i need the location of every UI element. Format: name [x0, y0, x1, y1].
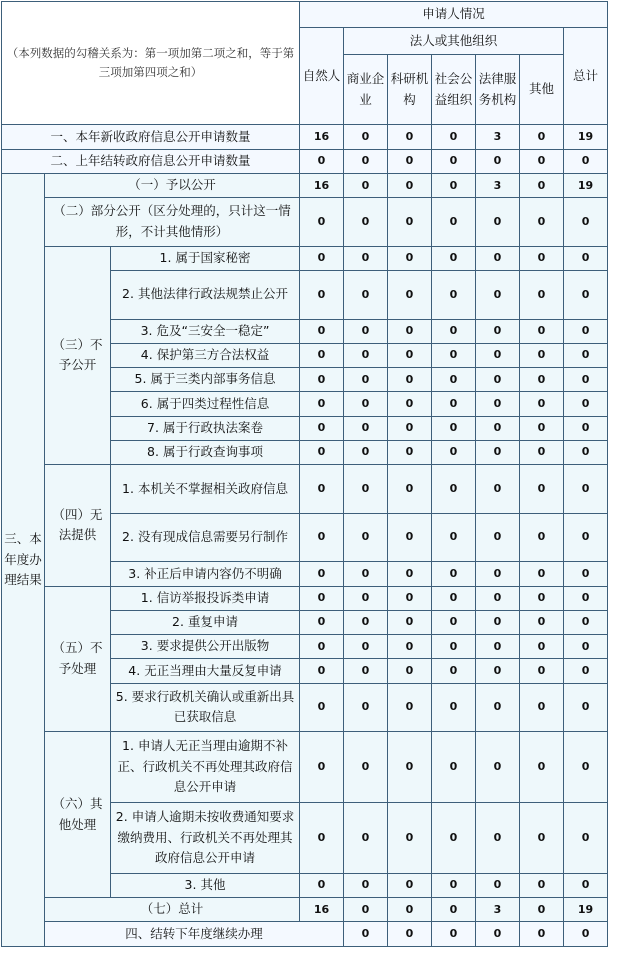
value-commercial: 0	[344, 610, 388, 634]
value-legal-service: 0	[476, 343, 520, 367]
row-label: 6. 属于四类过程性信息	[111, 392, 300, 416]
value-research: 0	[388, 392, 432, 416]
value-research: 0	[388, 586, 432, 610]
value-natural-person: 0	[300, 732, 344, 803]
value-legal-service: 0	[476, 610, 520, 634]
value-natural-person: 0	[300, 246, 344, 270]
value-other: 0	[520, 149, 564, 173]
header-natural-person: 自然人	[300, 28, 344, 125]
group-label: （六）其他处理	[45, 732, 111, 898]
table-row	[2, 173, 608, 197]
value-research: 0	[388, 198, 432, 247]
value-commercial: 0	[344, 368, 388, 392]
row-label: 1. 申请人无正当理由逾期不补正、行政机关不再处理其政府信息公开申请	[111, 732, 300, 803]
value-total: 0	[564, 392, 608, 416]
value-social-welfare: 0	[432, 898, 476, 922]
value-social-welfare: 0	[432, 802, 476, 873]
value-research: 0	[388, 562, 432, 586]
header-commercial: 商业企业	[344, 54, 388, 125]
value-other: 0	[520, 319, 564, 343]
value-commercial: 0	[344, 319, 388, 343]
value-social-welfare: 0	[432, 149, 476, 173]
value-legal-service: 0	[476, 198, 520, 247]
value-legal-service: 0	[476, 319, 520, 343]
value-legal-service: 0	[476, 513, 520, 562]
table-row	[2, 246, 608, 270]
table-row	[2, 465, 608, 514]
value-social-welfare: 0	[432, 513, 476, 562]
value-total: 19	[564, 125, 608, 149]
value-research: 0	[388, 610, 432, 634]
value-legal-service: 0	[476, 149, 520, 173]
value-total: 0	[564, 610, 608, 634]
value-social-welfare: 0	[432, 683, 476, 732]
value-commercial: 0	[344, 343, 388, 367]
value-legal-service: 0	[476, 732, 520, 803]
value-natural-person: 0	[300, 392, 344, 416]
value-commercial: 0	[344, 873, 388, 897]
value-total: 0	[564, 149, 608, 173]
value-other: 0	[520, 440, 564, 464]
value-research: 0	[388, 683, 432, 732]
header-total: 总计	[564, 28, 608, 125]
value-other: 0	[520, 659, 564, 683]
value-total: 0	[564, 368, 608, 392]
value-total: 0	[564, 319, 608, 343]
row-label: 7. 属于行政执法案卷	[111, 416, 300, 440]
row-label: 2. 其他法律行政法规禁止公开	[111, 271, 300, 320]
value-other: 0	[520, 246, 564, 270]
row-label: 1. 信访举报投诉类申请	[111, 586, 300, 610]
value-commercial: 0	[388, 922, 432, 947]
value-total: 0	[564, 343, 608, 367]
value-social-welfare: 0	[432, 125, 476, 149]
table-row	[2, 898, 608, 922]
value-legal-service: 0	[476, 392, 520, 416]
row-label: 3. 危及“三安全一稳定”	[111, 319, 300, 343]
row-label: 2. 没有现成信息需要另行制作	[111, 513, 300, 562]
value-other: 0	[520, 198, 564, 247]
value-other: 0	[520, 173, 564, 197]
group-label: （五）不予处理	[45, 586, 111, 732]
value-legal-service: 3	[476, 898, 520, 922]
value-total: 0	[564, 271, 608, 320]
value-commercial: 0	[344, 173, 388, 197]
value-commercial: 0	[344, 635, 388, 659]
value-social-welfare: 0	[432, 732, 476, 803]
value-natural-person: 0	[300, 198, 344, 247]
value-social-welfare: 0	[432, 173, 476, 197]
value-research: 0	[388, 343, 432, 367]
value-natural-person: 0	[300, 440, 344, 464]
value-commercial: 0	[344, 392, 388, 416]
value-natural-person: 0	[300, 610, 344, 634]
value-research: 0	[432, 922, 476, 947]
value-social-welfare: 0	[432, 198, 476, 247]
value-social-welfare: 0	[432, 610, 476, 634]
value-research: 0	[388, 873, 432, 897]
value-social-welfare: 0	[432, 271, 476, 320]
row-label: （一）予以公开	[45, 173, 300, 197]
value-other: 0	[520, 610, 564, 634]
value-research: 0	[388, 440, 432, 464]
value-natural-person: 0	[300, 319, 344, 343]
row-label: 4. 无正当理由大量反复申请	[111, 659, 300, 683]
value-commercial: 0	[344, 562, 388, 586]
value-commercial: 0	[344, 802, 388, 873]
value-natural-person: 0	[300, 562, 344, 586]
value-natural-person: 0	[344, 922, 388, 947]
row-label: 1. 属于国家秘密	[111, 246, 300, 270]
group-label: （四）无法提供	[45, 465, 111, 586]
value-commercial: 0	[344, 149, 388, 173]
value-research: 0	[388, 271, 432, 320]
value-commercial: 0	[344, 440, 388, 464]
value-total: 0	[564, 635, 608, 659]
value-legal-service: 0	[476, 416, 520, 440]
value-commercial: 0	[344, 416, 388, 440]
value-research: 0	[388, 659, 432, 683]
value-other: 0	[520, 416, 564, 440]
value-total: 0	[564, 246, 608, 270]
value-total: 0	[564, 802, 608, 873]
group-label: （三）不予公开	[45, 246, 111, 464]
value-legal-service: 0	[476, 271, 520, 320]
table-row	[2, 198, 608, 247]
value-other: 0	[520, 635, 564, 659]
value-legal-service: 0	[476, 246, 520, 270]
value-social-welfare: 0	[432, 246, 476, 270]
value-total: 0	[564, 198, 608, 247]
value-research: 0	[388, 635, 432, 659]
value-legal-service: 0	[476, 683, 520, 732]
value-total: 0	[564, 416, 608, 440]
value-other: 0	[520, 562, 564, 586]
value-legal-service: 0	[476, 873, 520, 897]
value-natural-person: 0	[300, 343, 344, 367]
value-legal-service: 0	[476, 562, 520, 586]
value-commercial: 0	[344, 586, 388, 610]
value-research: 0	[388, 319, 432, 343]
value-commercial: 0	[344, 683, 388, 732]
value-social-welfare: 0	[432, 416, 476, 440]
value-legal-service: 0	[476, 465, 520, 514]
value-research: 0	[388, 898, 432, 922]
value-other: 0	[520, 732, 564, 803]
value-social-welfare: 0	[432, 392, 476, 416]
value-total: 0	[564, 586, 608, 610]
value-social-welfare: 0	[432, 319, 476, 343]
header-row	[2, 2, 608, 28]
table-row	[2, 732, 608, 803]
row-label: 3. 补正后申请内容仍不明确	[111, 562, 300, 586]
value-natural-person: 0	[300, 586, 344, 610]
value-total: 0	[564, 513, 608, 562]
value-natural-person: 0	[300, 149, 344, 173]
row-label: 2. 重复申请	[111, 610, 300, 634]
value-natural-person: 0	[300, 416, 344, 440]
gov-info-disclosure-table	[1, 1, 608, 947]
value-other: 0	[520, 368, 564, 392]
value-commercial: 0	[344, 659, 388, 683]
table-row	[2, 586, 608, 610]
value-total: 0	[564, 659, 608, 683]
value-other: 0	[564, 922, 608, 947]
value-research: 0	[388, 368, 432, 392]
row-label: 3. 要求提供公开出版物	[111, 635, 300, 659]
value-social-welfare: 0	[432, 562, 476, 586]
value-other: 0	[520, 392, 564, 416]
value-natural-person: 0	[300, 802, 344, 873]
value-commercial: 0	[344, 246, 388, 270]
value-commercial: 0	[344, 898, 388, 922]
value-legal-service: 0	[476, 802, 520, 873]
value-social-welfare: 0	[432, 659, 476, 683]
value-total: 0	[564, 683, 608, 732]
value-natural-person: 0	[300, 659, 344, 683]
value-social-welfare: 0	[432, 873, 476, 897]
value-total: 0	[564, 440, 608, 464]
value-other: 0	[520, 271, 564, 320]
value-total: 19	[564, 898, 608, 922]
value-other: 0	[520, 465, 564, 514]
header-legal-entities: 法人或其他组织	[344, 28, 564, 54]
row-label: 5. 要求行政机关确认或重新出具已获取信息	[111, 683, 300, 732]
value-legal-service: 0	[476, 440, 520, 464]
value-natural-person: 0	[300, 683, 344, 732]
value-total: 19	[564, 173, 608, 197]
value-legal-service: 3	[476, 173, 520, 197]
value-research: 0	[388, 125, 432, 149]
row-label: 3. 其他	[111, 873, 300, 897]
value-research: 0	[388, 416, 432, 440]
table-row	[2, 125, 608, 149]
row-label: 8. 属于行政查询事项	[111, 440, 300, 464]
row-label: 5. 属于三类内部事务信息	[111, 368, 300, 392]
table-row	[2, 149, 608, 173]
value-total: 0	[564, 465, 608, 514]
value-research: 0	[388, 465, 432, 514]
value-legal-service: 0	[476, 586, 520, 610]
header-legal-service: 法律服务机构	[476, 54, 520, 125]
value-commercial: 0	[344, 125, 388, 149]
value-commercial: 0	[344, 513, 388, 562]
row-label: 一、本年新收政府信息公开申请数量	[2, 125, 300, 149]
row-label: 二、上年结转政府信息公开申请数量	[2, 149, 300, 173]
value-natural-person: 16	[300, 898, 344, 922]
value-total: 0	[564, 562, 608, 586]
value-commercial: 0	[344, 732, 388, 803]
value-commercial: 0	[344, 198, 388, 247]
value-total: 0	[564, 873, 608, 897]
table-row	[2, 922, 608, 947]
value-legal-service: 0	[476, 368, 520, 392]
value-natural-person: 0	[300, 271, 344, 320]
value-total: 0	[564, 732, 608, 803]
value-social-welfare: 0	[432, 586, 476, 610]
value-research: 0	[388, 173, 432, 197]
value-research: 0	[388, 513, 432, 562]
value-research: 0	[388, 149, 432, 173]
value-social-welfare: 0	[476, 922, 520, 947]
value-legal-service: 0	[520, 922, 564, 947]
value-social-welfare: 0	[432, 635, 476, 659]
value-other: 0	[520, 513, 564, 562]
row-label: 4. 保护第三方合法权益	[111, 343, 300, 367]
value-natural-person: 0	[300, 368, 344, 392]
header-other: 其他	[520, 54, 564, 125]
value-other: 0	[520, 898, 564, 922]
value-other: 0	[520, 802, 564, 873]
value-social-welfare: 0	[432, 465, 476, 514]
header-note: （本列数据的勾稽关系为：第一项加第二项之和，等于第三项加第四项之和）	[2, 2, 300, 125]
value-commercial: 0	[344, 271, 388, 320]
value-natural-person: 16	[300, 173, 344, 197]
value-natural-person: 16	[300, 125, 344, 149]
row-label: 2. 申请人逾期未按收费通知要求缴纳费用、行政机关不再处理其政府信息公开申请	[111, 802, 300, 873]
value-legal-service: 0	[476, 659, 520, 683]
row-label: （七）总计	[45, 898, 300, 922]
value-natural-person: 0	[300, 465, 344, 514]
value-social-welfare: 0	[432, 343, 476, 367]
value-other: 0	[520, 586, 564, 610]
value-other: 0	[520, 873, 564, 897]
header-social-welfare: 社会公益组织	[432, 54, 476, 125]
value-social-welfare: 0	[432, 440, 476, 464]
value-legal-service: 3	[476, 125, 520, 149]
value-natural-person: 0	[300, 873, 344, 897]
value-research: 0	[388, 732, 432, 803]
value-social-welfare: 0	[432, 368, 476, 392]
row-label: 四、结转下年度继续办理	[45, 922, 344, 947]
value-research: 0	[388, 802, 432, 873]
row-label: （二）部分公开（区分处理的，只计这一情形，不计其他情形）	[45, 198, 300, 247]
value-other: 0	[520, 343, 564, 367]
value-other: 0	[520, 683, 564, 732]
value-legal-service: 0	[476, 635, 520, 659]
value-natural-person: 0	[300, 513, 344, 562]
value-other: 0	[520, 125, 564, 149]
value-natural-person: 0	[300, 635, 344, 659]
value-research: 0	[388, 246, 432, 270]
row-label: 1. 本机关不掌握相关政府信息	[111, 465, 300, 514]
value-commercial: 0	[344, 465, 388, 514]
header-applicant-info: 申请人情况	[300, 2, 608, 28]
header-research: 科研机构	[388, 54, 432, 125]
section3-label: 三、本年度办理结果	[2, 173, 45, 946]
